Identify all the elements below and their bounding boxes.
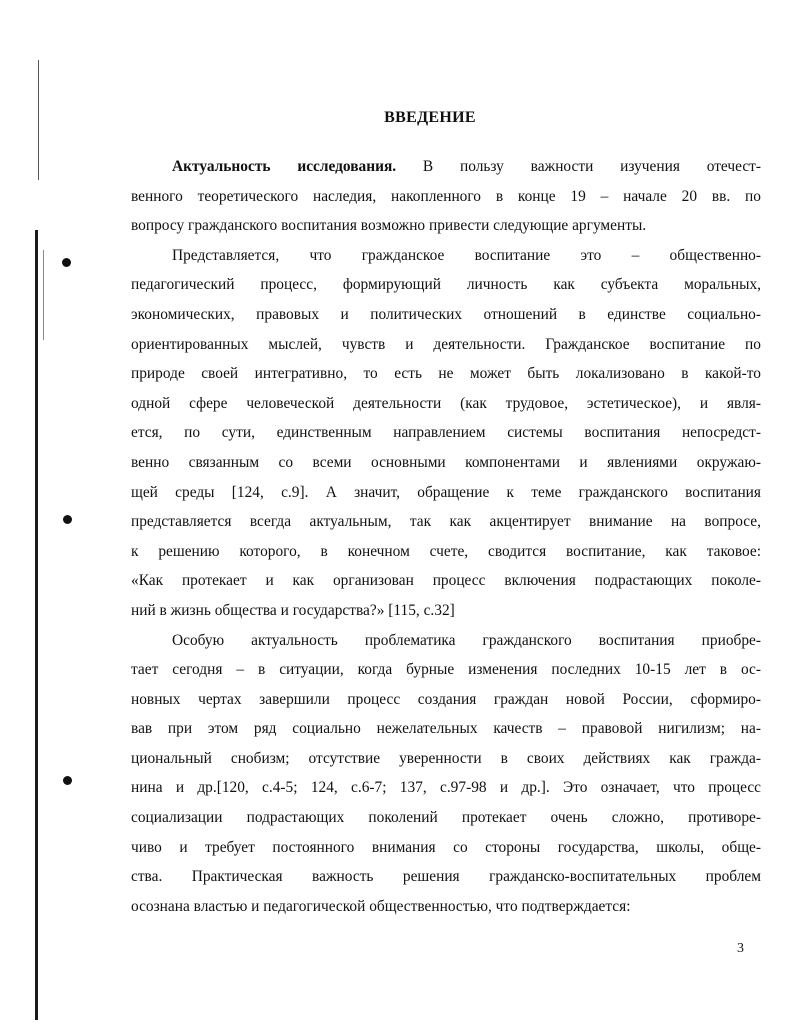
page-title: ВВЕДЕНИЕ <box>384 109 476 126</box>
text-line: ний в жизнь общества и государства?» [115, с.32] <box>131 601 455 619</box>
scan-edge-thin <box>43 250 44 340</box>
text-line: педагогический процесс, формирующий личность как субъекта моральных, <box>131 276 761 294</box>
text-line: к решению которого, в конечном счете, сводится воспитание, как таковое: <box>131 542 761 560</box>
text-line: ется, по сути, единственным направлением системы воспитания непосредст- <box>131 424 761 442</box>
text-line: венного теоретического наследия, накопленного в конце 19 – начале 20 вв. по <box>131 187 761 205</box>
text-line: нина и др.[120, с.4-5; 124, с.6-7; 137, с.97-98 и др.]. Это означает, что процесс <box>131 779 761 797</box>
punch-mark-2 <box>63 515 72 524</box>
text-line: Особую актуальность проблематика гражданского воспитания приобре- <box>172 631 761 649</box>
text-line: одной сфере человеческой деятельности (как трудовое, эстетическое), и явля- <box>131 394 761 412</box>
text-line: вопросу гражданского воспитания возможно привести следующие аргументы. <box>131 217 647 235</box>
text-line: циональный снобизм; отсутствие уверенности в своих действиях как гражда- <box>131 749 761 767</box>
lead-phrase: Актуальность исследования. <box>172 158 397 175</box>
text-line: ориентированных мыслей, чувств и деятельности. Гражданское воспитание по <box>131 335 761 353</box>
text-line: ства. Практическая важность решения гражданско-воспитательных проблем <box>131 868 761 886</box>
page-number: 3 <box>737 941 744 956</box>
text-line: венно связанным со всеми основными компонентами и явлениями окружаю- <box>131 453 761 471</box>
punch-mark-1 <box>62 258 71 267</box>
text-line: новных чертах завершили процесс создания граждан новой России, сформиро- <box>131 690 761 708</box>
text-line: Представляется, что гражданское воспитание это – общественно- <box>172 246 761 264</box>
text-line: природе своей интегративно, то есть не может быть локализовано в какой-то <box>131 365 761 383</box>
text-line: осознана властью и педагогической общественностью, что подтверждается: <box>131 897 631 915</box>
text-line: экономических, правовых и политических отношений в единстве социально- <box>131 305 761 323</box>
text-line: вав при этом ряд социально нежелательных качеств – правовой нигилизм; на- <box>131 720 761 738</box>
punch-mark-3 <box>63 776 72 785</box>
text-line: социализации подрастающих поколений протекает очень сложно, противоре- <box>131 809 761 827</box>
scan-edge <box>35 230 38 1020</box>
body-text <box>131 152 761 921</box>
text-line: «Как протекает и как организован процесс включения подрастающих поколе- <box>131 572 761 590</box>
text-line: чиво и требует постоянного внимания со стороны государства, школы, обще- <box>131 838 761 856</box>
text-line: Актуальность исследования. В пользу важности изучения отечест- <box>172 158 761 175</box>
text-line: щей среды [124, с.9]. А значит, обращение к теме гражданского воспитания <box>131 483 761 501</box>
text-line: представляется всегда актуальным, так как акцентирует внимание на вопросе, <box>131 513 761 531</box>
text-line: тает сегодня – в ситуации, когда бурные изменения последних 10-15 лет в ос- <box>131 661 761 679</box>
